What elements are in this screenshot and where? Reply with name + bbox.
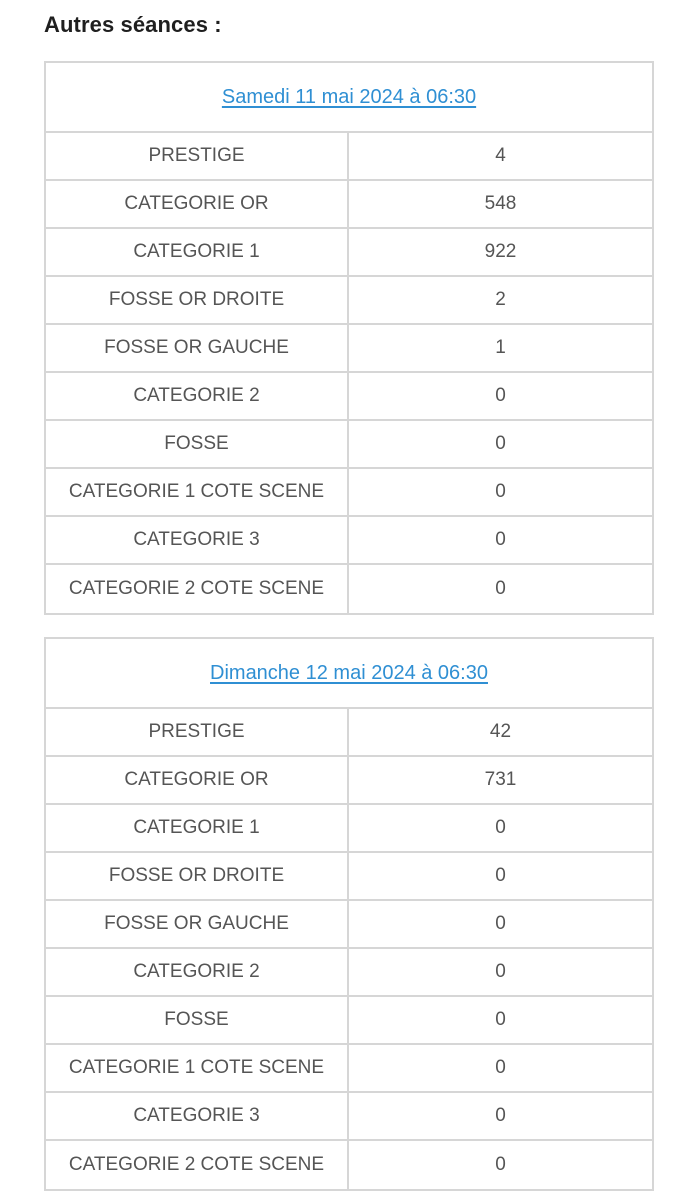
category-cell: FOSSE OR DROITE <box>46 853 349 899</box>
session-table <box>44 61 654 615</box>
category-cell: CATEGORIE 2 <box>46 949 349 995</box>
table-row <box>46 1141 652 1189</box>
table-row <box>46 277 652 325</box>
count-cell: 731 <box>484 769 517 790</box>
count-cell: 0 <box>495 913 506 934</box>
session-header <box>46 63 652 133</box>
table-row <box>46 901 652 949</box>
table-row <box>46 757 652 805</box>
category-cell: FOSSE OR GAUCHE <box>46 901 349 947</box>
count-cell: 0 <box>495 481 506 502</box>
count-cell: 0 <box>495 1057 506 1078</box>
count-cell: 4 <box>495 145 506 166</box>
count-cell: 0 <box>495 433 506 454</box>
session-rows <box>46 709 652 1189</box>
session-table <box>44 637 654 1191</box>
category-cell: CATEGORIE 1 COTE SCENE <box>46 469 349 515</box>
table-row <box>46 421 652 469</box>
session-header <box>46 639 652 709</box>
table-row <box>46 133 652 181</box>
table-row <box>46 949 652 997</box>
count-cell: 922 <box>484 241 517 262</box>
count-cell: 42 <box>489 721 512 742</box>
table-row <box>46 229 652 277</box>
session-date-link[interactable]: Samedi 11 mai 2024 à 06:30 <box>221 85 477 108</box>
session-rows <box>46 133 652 613</box>
count-cell: 1 <box>495 337 506 358</box>
category-cell: CATEGORIE 1 <box>46 805 349 851</box>
table-row <box>46 1045 652 1093</box>
count-cell: 0 <box>495 1154 506 1175</box>
page-heading: Autres séances : <box>44 12 222 37</box>
category-cell: PRESTIGE <box>46 133 349 179</box>
table-row <box>46 373 652 421</box>
count-cell: 0 <box>495 1009 506 1030</box>
category-cell: FOSSE <box>46 421 349 467</box>
count-cell: 0 <box>495 1105 506 1126</box>
table-row <box>46 469 652 517</box>
category-cell: CATEGORIE 3 <box>46 1093 349 1139</box>
category-cell: CATEGORIE OR <box>46 181 349 227</box>
category-cell: CATEGORIE OR <box>46 757 349 803</box>
table-row <box>46 325 652 373</box>
count-cell: 0 <box>495 961 506 982</box>
table-row <box>46 565 652 613</box>
table-row <box>46 805 652 853</box>
table-row <box>46 853 652 901</box>
count-cell: 0 <box>495 578 506 599</box>
count-cell: 0 <box>495 385 506 406</box>
category-cell: FOSSE OR GAUCHE <box>46 325 349 371</box>
table-row <box>46 1093 652 1141</box>
category-cell: FOSSE OR DROITE <box>46 277 349 323</box>
count-cell: 2 <box>495 289 506 310</box>
category-cell: CATEGORIE 1 COTE SCENE <box>46 1045 349 1091</box>
category-cell: CATEGORIE 2 <box>46 373 349 419</box>
category-cell: CATEGORIE 2 COTE SCENE <box>46 565 349 613</box>
category-cell: CATEGORIE 1 <box>46 229 349 275</box>
table-row <box>46 997 652 1045</box>
count-cell: 548 <box>484 193 517 214</box>
session-date-link[interactable]: Dimanche 12 mai 2024 à 06:30 <box>210 661 488 684</box>
table-row <box>46 517 652 565</box>
table-row <box>46 709 652 757</box>
count-cell: 0 <box>495 865 506 886</box>
category-cell: PRESTIGE <box>46 709 349 755</box>
category-cell: CATEGORIE 3 <box>46 517 349 563</box>
category-cell: FOSSE <box>46 997 349 1043</box>
table-row <box>46 181 652 229</box>
category-cell: CATEGORIE 2 COTE SCENE <box>46 1141 349 1189</box>
count-cell: 0 <box>495 529 506 550</box>
count-cell: 0 <box>495 817 506 838</box>
